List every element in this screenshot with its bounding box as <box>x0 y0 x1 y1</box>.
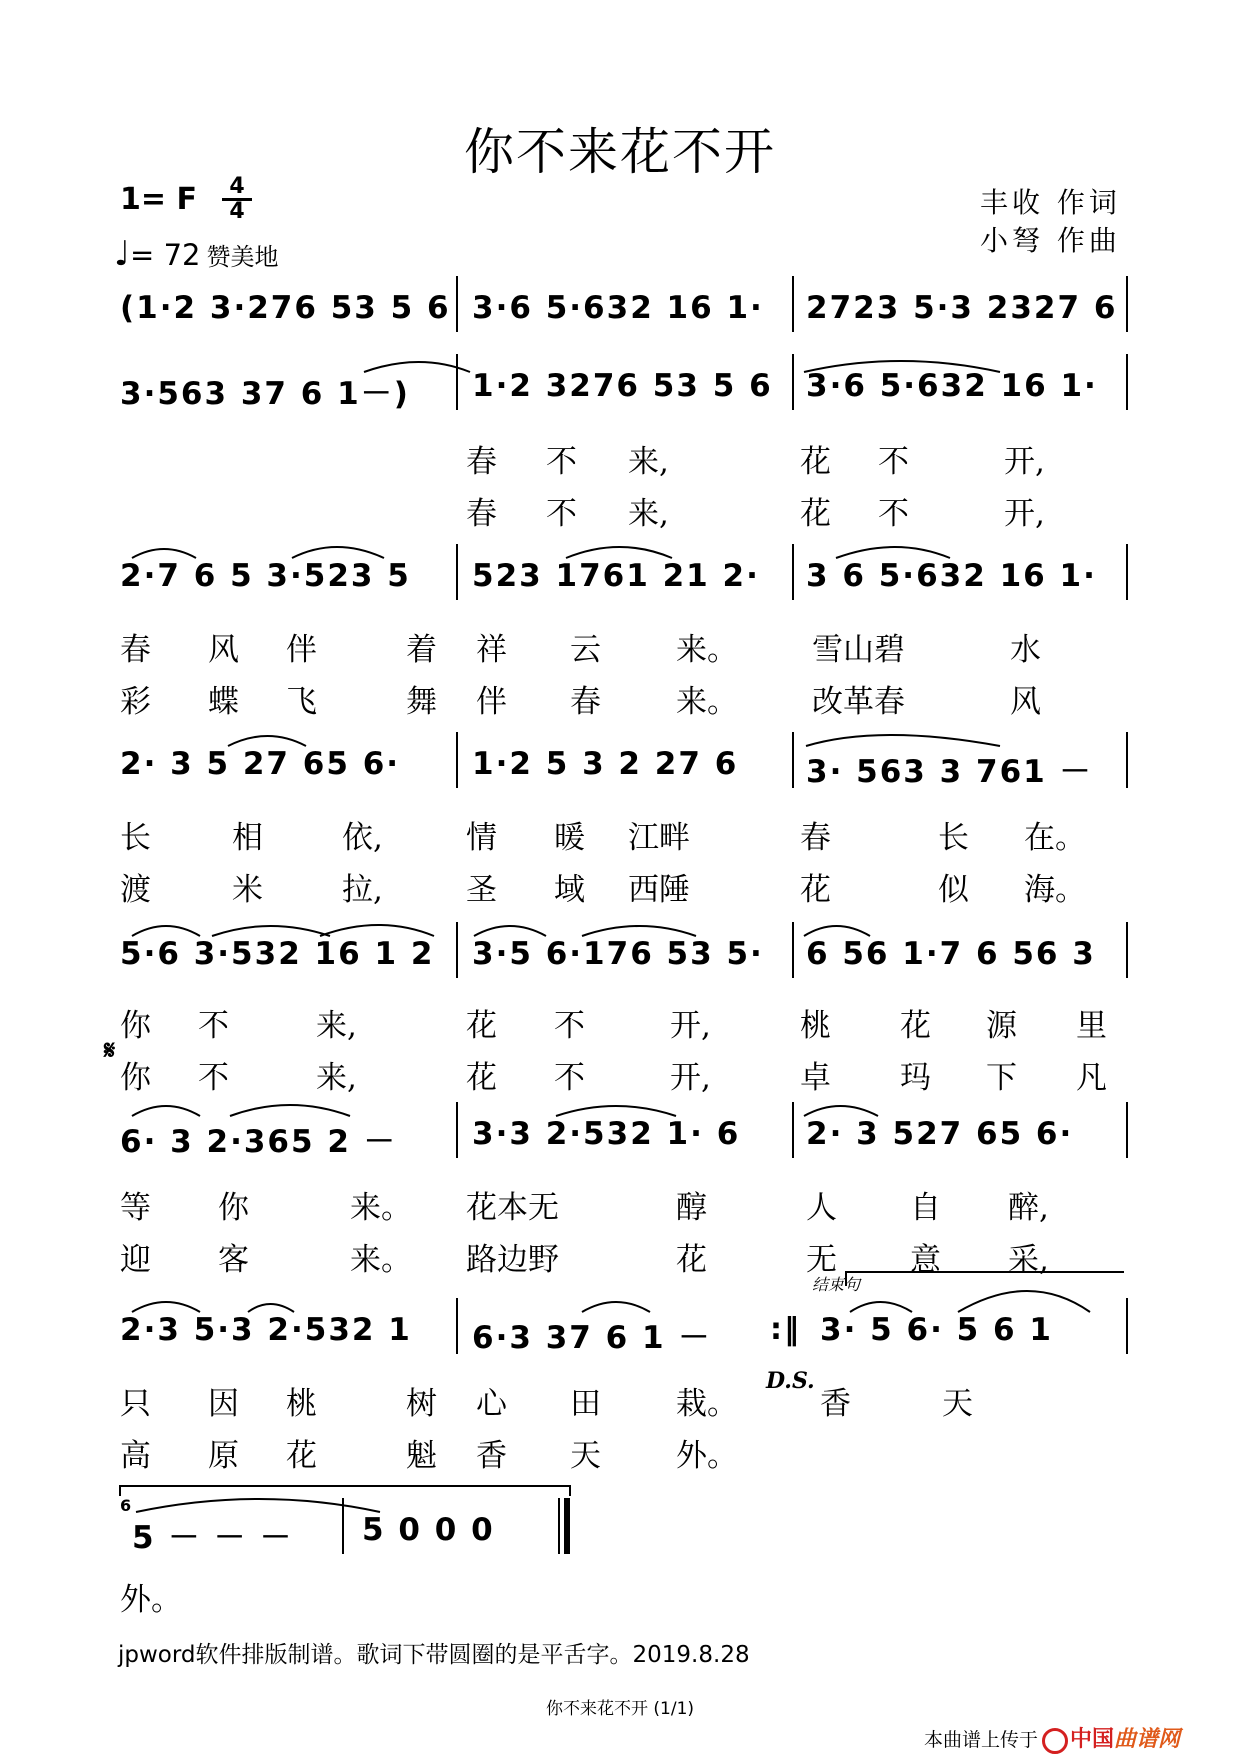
lyric: 风 <box>208 632 239 668</box>
slur <box>804 926 870 936</box>
lyric: 玛 <box>900 1060 931 1096</box>
lyric: 因 <box>208 1386 239 1422</box>
slur <box>850 1302 912 1312</box>
lyric: 蝶 <box>208 684 239 720</box>
lyric: 无 <box>806 1242 837 1278</box>
lyric: 花 <box>466 1060 497 1096</box>
lyric: 雪山碧 <box>812 632 905 668</box>
lyric: 魁 <box>406 1438 437 1474</box>
lyric: 不 <box>554 1060 585 1096</box>
segno-icon: 𝄋 <box>104 1036 116 1066</box>
measure: 3·6 5·632 16 1· <box>806 368 1098 404</box>
lyric: 自 <box>910 1190 941 1226</box>
lyric: 春 <box>466 444 497 480</box>
lyric: 不 <box>546 496 577 532</box>
site-logo-icon <box>1042 1728 1068 1754</box>
lyric: 原 <box>208 1438 239 1474</box>
lyric: 域 <box>554 872 585 908</box>
measure: 3· 563 3 761 － <box>806 754 1093 790</box>
lyric: 等 <box>120 1190 151 1226</box>
time-signature-top: 4 <box>229 174 245 199</box>
lyric: 圣 <box>466 872 497 908</box>
slur <box>836 547 950 558</box>
measure: 1·2 3276 53 5 6 <box>472 368 773 404</box>
page-footer: 你不来花不开 (1/1) <box>545 1699 695 1719</box>
lyric: 长 <box>120 820 151 856</box>
ending-label: 结束句 <box>812 1275 861 1294</box>
lyricist-credit: 丰收 作词 <box>980 186 1121 219</box>
measure: 6· 3 2·365 2 － <box>120 1124 397 1160</box>
time-signature-bottom: 4 <box>222 198 252 223</box>
lyric: 飞 <box>286 684 317 720</box>
lyric: 开, <box>670 1008 711 1044</box>
lyric: 着 <box>406 632 437 668</box>
lyric: 似 <box>938 872 969 908</box>
lyric: 里 <box>1076 1008 1107 1044</box>
lyric: 不 <box>198 1008 229 1044</box>
tempo-bpm: = 72 <box>130 238 201 272</box>
measure: 3·563 37 6 1－) <box>120 376 410 412</box>
lyric: 天 <box>942 1386 973 1422</box>
slur <box>582 1302 650 1312</box>
lyric: 凡 <box>1076 1060 1107 1096</box>
lyric: 花 <box>800 872 831 908</box>
lyric: 下 <box>986 1060 1017 1096</box>
measure: 2·3 5·3 2·532 1 <box>120 1312 412 1348</box>
lyric: 米 <box>232 872 263 908</box>
lyric: 栽。 <box>676 1386 738 1422</box>
lyric: 人 <box>806 1190 837 1226</box>
ds-mark: D.S. <box>766 1368 815 1394</box>
measure: 6·3 37 6 1 － <box>472 1320 712 1356</box>
slur <box>320 925 434 936</box>
lyric: 卓 <box>800 1060 831 1096</box>
composer-credit: 小弩 作曲 <box>980 224 1121 257</box>
lyric: 来, <box>316 1060 357 1096</box>
lyric: 在。 <box>1024 820 1086 856</box>
lyric: 来。 <box>676 632 738 668</box>
quarter-note-icon: ♩ <box>114 234 131 274</box>
measure: 3 6 5·632 16 1· <box>806 558 1097 594</box>
lyric: 水 <box>1010 632 1041 668</box>
lyric: 源 <box>986 1008 1017 1044</box>
lyric: 花 <box>800 496 831 532</box>
lyric: 高 <box>120 1438 151 1474</box>
lyric: 外。 <box>120 1582 182 1618</box>
lyric: 不 <box>198 1060 229 1096</box>
tempo-expression: 赞美地 <box>206 243 279 271</box>
lyric: 江畔 <box>628 820 690 856</box>
lyric: 不 <box>554 1008 585 1044</box>
measure: 1·2 5 3 2 27 6 <box>472 746 739 782</box>
lyric: 只 <box>120 1386 151 1422</box>
lyric: 花 <box>800 444 831 480</box>
measure: 2· 3 527 65 6· <box>806 1116 1074 1152</box>
lyric: 祥 <box>476 632 507 668</box>
slur <box>804 361 1000 372</box>
repeat-end-icon: :‖ <box>770 1312 801 1347</box>
lyric: 长 <box>938 820 969 856</box>
lyric: 来, <box>316 1008 357 1044</box>
slur <box>292 547 384 558</box>
lyric: 迎 <box>120 1242 151 1278</box>
page-title: 你不来花不开 <box>464 123 776 181</box>
site-brand-2[interactable]: 曲谱网 <box>1114 1727 1181 1752</box>
lyric: 你 <box>120 1060 151 1096</box>
lyric: 春 <box>570 684 601 720</box>
slur <box>132 549 196 558</box>
measure: 2·7 6 5 3·523 5 <box>120 558 411 594</box>
lyric: 不 <box>878 496 909 532</box>
lyric: 醉, <box>1008 1190 1049 1226</box>
lyric: 采, <box>1008 1242 1049 1278</box>
lyric: 你 <box>218 1190 249 1226</box>
measure: 2723 5·3 2327 6 <box>806 290 1118 326</box>
measure: 3· 5 6· 5 6 1 <box>820 1312 1053 1348</box>
lyric: 开, <box>1004 496 1045 532</box>
lyric: 改革春 <box>812 684 905 720</box>
slur <box>958 1291 1090 1312</box>
upload-prefix: 本曲谱上传于 <box>924 1729 1039 1751</box>
lyric: 意 <box>910 1242 941 1278</box>
lyric: 不 <box>546 444 577 480</box>
slur <box>804 1106 878 1116</box>
measure: (1·2 3·276 53 5 6 <box>120 290 451 326</box>
lyric: 来, <box>628 444 669 480</box>
slur <box>228 736 306 746</box>
lyric: 相 <box>232 820 263 856</box>
measure: 3·3 2·532 1· 6 <box>472 1116 741 1152</box>
coda-bracket <box>120 1486 570 1496</box>
lyric: 开, <box>1004 444 1045 480</box>
lyric: 花 <box>676 1242 707 1278</box>
slur <box>132 926 200 936</box>
lyric: 伴 <box>476 684 507 720</box>
lyric: 香 <box>820 1386 851 1422</box>
measure: 523 1761 21 2· <box>472 558 760 594</box>
measure: 5·6 3·532 16 1 2 <box>120 936 435 972</box>
footer-note: jpword软件排版制谱。歌词下带圆圈的是平舌字。2019.8.28 <box>118 1642 750 1668</box>
slur <box>806 735 1000 746</box>
lyric: 田 <box>570 1386 601 1422</box>
lyric: 心 <box>476 1386 507 1422</box>
lyric: 花 <box>286 1438 317 1474</box>
upload-credit <box>924 1722 1180 1754</box>
measure: 5 － － － <box>132 1520 293 1556</box>
slur <box>132 1302 200 1312</box>
lyric: 你 <box>120 1008 151 1044</box>
lyric: 春 <box>800 820 831 856</box>
slur <box>566 547 672 558</box>
measure: 3·5 6·176 53 5· <box>472 936 764 972</box>
lyric: 西陲 <box>628 872 690 908</box>
lyric: 花 <box>466 1008 497 1044</box>
lyric: 客 <box>218 1242 249 1278</box>
lyric: 情 <box>466 820 497 856</box>
lyric: 依, <box>342 820 383 856</box>
lyric: 花 <box>900 1008 931 1044</box>
lyric: 伴 <box>286 632 317 668</box>
slur <box>556 1106 676 1116</box>
slur <box>474 926 546 936</box>
lyric: 不 <box>878 444 909 480</box>
lyric: 开, <box>670 1060 711 1096</box>
lyric: 花本无 <box>466 1190 559 1226</box>
ending-bracket <box>846 1272 1124 1286</box>
slur <box>132 1106 200 1116</box>
slur <box>230 1105 350 1116</box>
lyric: 醇 <box>676 1190 707 1226</box>
measure: 6 56 1·7 6 56 3 <box>806 936 1096 972</box>
slur <box>248 1304 294 1312</box>
tie <box>136 1499 380 1512</box>
lyric: 舞 <box>406 684 437 720</box>
lyric: 来。 <box>350 1190 412 1226</box>
lyric: 外。 <box>676 1438 738 1474</box>
measure: 2· 3 5 27 65 6· <box>120 746 401 782</box>
lyric: 海。 <box>1024 872 1086 908</box>
site-brand[interactable]: 中国 <box>1070 1727 1115 1752</box>
lyric: 路边野 <box>466 1242 559 1278</box>
lyric: 来, <box>628 496 669 532</box>
grace-note: 6 <box>120 1496 132 1515</box>
lyric: 拉, <box>342 872 383 908</box>
slur <box>364 362 470 372</box>
lyric: 云 <box>570 632 601 668</box>
lyric: 风 <box>1010 684 1041 720</box>
lyric: 暖 <box>554 820 585 856</box>
lyric: 来。 <box>350 1242 412 1278</box>
measure: 3·6 5·632 16 1· <box>472 290 764 326</box>
lyric: 桃 <box>800 1008 831 1044</box>
slur <box>582 926 696 936</box>
lyric: 香 <box>476 1438 507 1474</box>
lyric: 桃 <box>286 1386 317 1422</box>
measure: 5 0 0 0 <box>362 1512 495 1548</box>
lyric: 树 <box>406 1386 437 1422</box>
lyric: 春 <box>120 632 151 668</box>
key-signature: 1= F <box>120 182 197 217</box>
lyric: 来。 <box>676 684 738 720</box>
lyric: 渡 <box>120 872 151 908</box>
slur <box>212 926 330 936</box>
lyric: 春 <box>466 496 497 532</box>
lyric: 彩 <box>120 684 151 720</box>
lyric: 天 <box>570 1438 601 1474</box>
